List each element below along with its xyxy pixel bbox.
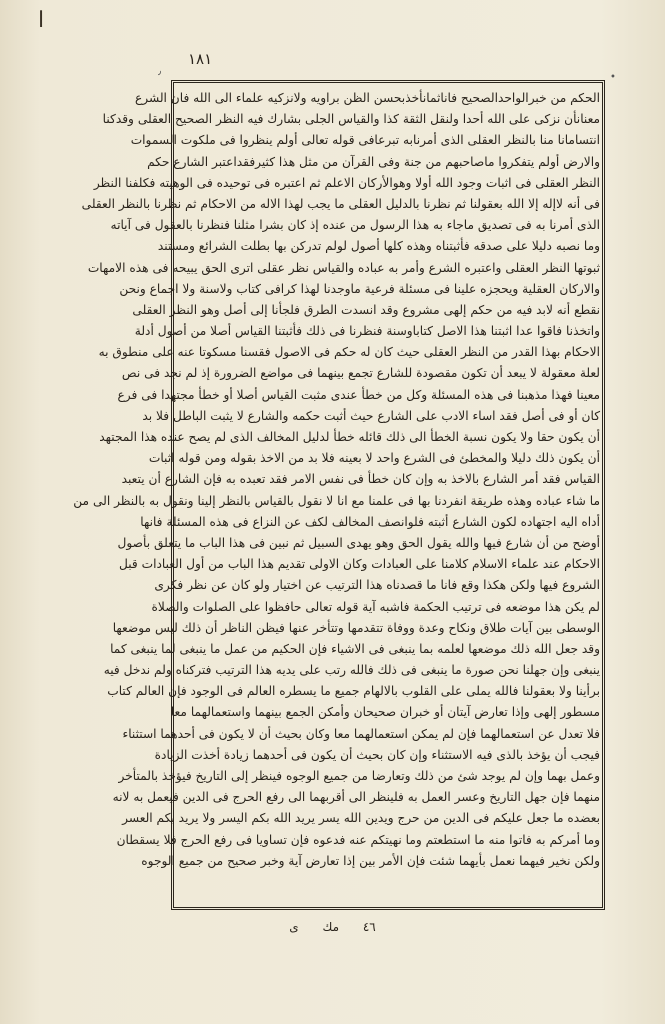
text-line: أن يكون ذلك دليلا والمخطئ فى الشرع واحد لا بعينه فلا بد من الاخذ بقوله ومن قوله اثبات <box>148 451 600 466</box>
text-line: معنانأن نزكى على الله أحدا ولنقل الثقة كذا والقياس الجلى بشارك فيه النظر الصحيح العقلى وقدكنا <box>102 112 600 127</box>
text-line: بعضده ما جعل عليكم فى الدين من حرج ويدين الله يسر يريد الله بكم اليسر ولا يريد بكم العسر <box>122 811 600 826</box>
body-text <box>73 88 600 904</box>
footer-middle-mark: مك <box>322 920 340 934</box>
text-line: أوضح من أن شارع فيها والله يقول الحق وهو يهدى السبيل ثم نبين فى هذا الباب ما يتعلق بأصول <box>117 535 600 550</box>
text-line: كان أو فى أصل فقد اساء الادب على الشارع حيث أثبت حكمه والشارع لا يثبت الباطل فلا بد <box>142 408 600 423</box>
text-line: أن يكون حقا ولا يكون نسبة الخطأ الى ذلك قائله خطأ لدليل المخالف الذى لم يصح عنده هذا المجتهد <box>99 430 600 444</box>
text-line: واتخذنا فاقوا عدا اثبتنا هذا الاصل كتاباوسنة فنظرنا فى ذلك فأثبتنا القياس أصلا من أصول أدلة <box>134 324 600 339</box>
margin-tick: ٫ <box>158 66 162 77</box>
text-line: وعمل بهما وإن لم يوجد شئ من ذلك وتعارضا من جميع الوجوه فينظر إلى التاريخ فيؤخذ بالمتأخر <box>118 769 600 783</box>
page-number: ١٨١ <box>188 50 213 68</box>
text-line: الوسطى بين آيات طلاق ونكاح وعدة ووفاة تتقدمها وتتأخر عنها فيظن الناظر أن ذلك ليس موضعها <box>112 620 600 635</box>
text-line: مسطور إلهى وإذا تعارض آيتان أو خبران صحيحان وأمكن الجمع بينهما واستعمالهما معا <box>170 705 600 720</box>
text-line: الحكم من خبرالواحدالصحيح فاناثمانأخذبحسن الظن براويه ولانزكيه علماء الى الله فان الشرع <box>134 91 600 105</box>
text-line: فلا تعدل عن استعمالهما فإن لم يمكن استعمالهما معا وكان بحيث أن لا يكون فى أحدهما استثناء <box>122 726 600 741</box>
text-line: وما نصبه دليلا على صدقه فأثبتناه وهذه كلها أصول لولم تدركن بها بطلت الشرائع ومستند <box>157 239 600 254</box>
text-line: القياس فقد أمر الشارع بالاخذ به وإن كان خطأ فى نفس الامر فقد تعبده به فإن الشارع أن يتعبد <box>121 472 600 487</box>
text-line: انتسامانا منا بالنظر العقلى الذى أمرنابه تبرعافى قوله تعالى أولم ينظروا فى ملكوت السموات <box>130 133 600 148</box>
text-line: أداه اليه اجتهاده لكون الشارع أثبته فلوانصف المخالف لكف عن النزاع فى هذه المسئلة فانها <box>140 514 600 529</box>
text-line: وما أمركم به فاتوا منه ما استطعتم وما نهيتكم عنه فدعوه فإن تساويا فى رفع الحرج فلا يسقطان <box>116 832 600 847</box>
text-line: الذى أمرنا به فى تصديق ماجاء به هذا الرسول من عنده إذ كان بشرا مثلنا فنظرنا بالعقول فى آياته <box>110 218 600 233</box>
text-line: نقطع أنه لابد فيه من حكم إلهى مشروع وقد انسدت الطرق فلجأنا إلى أصل وهو النظر العقلى <box>132 302 600 317</box>
text-line: ثبوتها النظر العقلى واعتبره الشرع وأمر به عباده والقياس نظر عقلى اترى الحق يبيحه فى هذه الامهات <box>87 260 600 275</box>
text-line: فى أنه لاإله إلا الله بعقولنا ثم نظرنا بالدليل العقلى ما يجب لهذا الاله من الاحكام ثم نظرنا بالنظر العقلى <box>81 196 600 211</box>
page-footer <box>0 920 665 934</box>
text-line: لعلة معقولة لا يبعد أن تكون مقصودة للشارع تجمع بينهما فى مواضع الضرورة إذ لم نجد فى نص <box>121 366 600 381</box>
text-line: والاركان العقلية ويحجزه علينا فى مسئلة فرعية ماوجدنا لهذا كرافى كتاب ولاسنة ولا اجماع ونحن <box>119 281 600 296</box>
footer-right-mark: ى <box>289 920 299 934</box>
corner-mark: ا <box>38 8 45 33</box>
text-line: ولكن نخير فيهما نعمل بأيهما شئت فإن الأمر بين إذا تعارض آية وخبر صحيح من جميع الوجوه <box>141 853 600 868</box>
text-line: الاحكام بهذا القدر من النظر العقلى حيث كان له حكم فى الاصول فقسنا مسكوتا عنه على منطوق به <box>98 345 600 360</box>
text-line: لم يكن هذا موضعه فى ترتيب الحكمة فاشبه آية قوله تعالى حافظوا على الصلوات والصلاة <box>151 599 600 614</box>
text-line: الاحكام عند علماء الاسلام كلامنا على العبادات وكان الاولى تقديم هذا الباب من أول العبادات قبل <box>119 557 600 572</box>
footer-left-mark: ٤٦ <box>362 920 376 934</box>
text-line: النظر العقلى فى اثبات وجود الله أولا وهوالأركان الاعلم ثم اعتبره فى توحيده فى الوهيته فكلفنا النظر <box>93 175 600 190</box>
text-line: فيجب أن يؤخذ بالذى فيه الاستثناء وإن كان بحيث أن يكون فى أحدهما زيادة أخذت الزيادة <box>154 747 600 762</box>
text-line: الشروع فيها ولكن هكذا وقع فانا ما قصدناه هذا الترتيب عن اختيار ولو كان عن نظر فكرى <box>154 578 600 593</box>
text-line: والارض أولم يتفكروا ماصاحبهم من جنة وفى القرآن من مثل هذا كثيرفقداعتبر الشارع حكم <box>147 154 600 169</box>
text-line: معينا فهذا مذهبنا فى هذه المسئلة وكل من خطأ عندى مثبت القياس أصلا أو خطأ مجتهدا فى فرع <box>117 387 600 402</box>
margin-dot: • <box>610 72 616 83</box>
text-line: منهما فإن جهل التاريخ وعسر العمل به فلينظر الى أقربهما الى رفع الحرج فى الدين فيعمل به لانه <box>112 790 600 805</box>
text-line: وقد جعل الله ذلك موضعها لعلمه بما ينبغى فى الاشياء فإن الحكيم من عمل ما ينبغى لما ينبغى كما <box>110 641 600 656</box>
text-line: برأينا ولا بعقولنا فالله يملى على القلوب بالالهام جميع ما يسطره العالم فى الوجود فإن العالم كتاب <box>107 684 600 699</box>
text-line: ينبغى وإن جهلنا نحن صورة ما ينبغى فى ذلك فالله رتب على يديه هذا الترتيب فتركناه ولم ندخل فيه <box>103 663 600 678</box>
text-line: ما شاء عباده وهذه طريقة انفردنا بها فى علمنا مع انا لا نقول بالقياس بالنظر إلينا ونقول به بالنظر الى من <box>73 493 600 508</box>
